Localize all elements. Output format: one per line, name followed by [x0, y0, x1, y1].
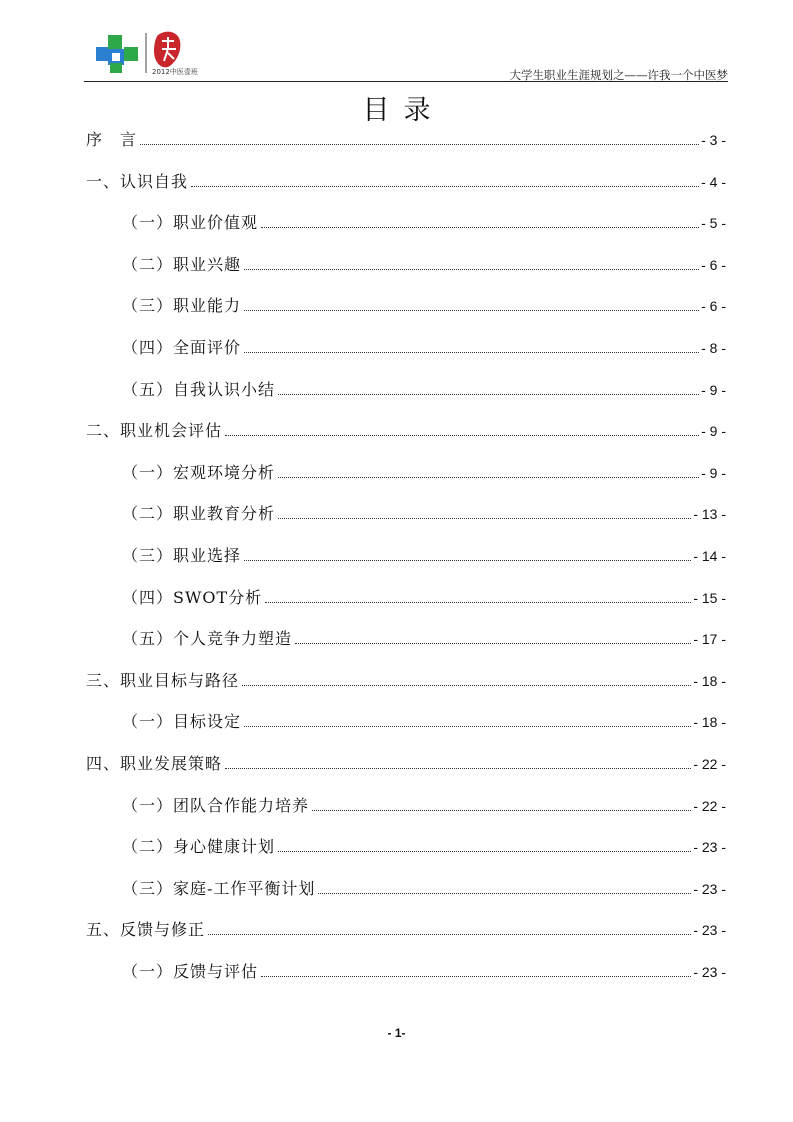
- toc-entry-label: 三、职业目标与路径: [86, 670, 240, 690]
- toc-entry-page: - 6 -: [701, 256, 726, 273]
- toc-entry-label: （三）职业选择: [122, 546, 242, 565]
- toc-entry[interactable]: [122, 792, 726, 816]
- toc-entry-page: - 9 -: [701, 464, 726, 481]
- toc-entry-label: （四）全面评价: [122, 338, 242, 357]
- toc-entry-label: （一）目标设定: [122, 712, 242, 732]
- toc-entry-page: - 6 -: [701, 298, 726, 315]
- toc-entry[interactable]: [122, 251, 726, 275]
- toc-entry-label: （一）团队合作能力培养: [122, 795, 310, 815]
- dot-leader: [244, 726, 691, 727]
- toc-entry[interactable]: [122, 334, 726, 358]
- dot-leader: [242, 685, 691, 686]
- dot-leader: [244, 352, 699, 353]
- dot-leader: [278, 477, 699, 478]
- toc-entry-label: 一、认识自我: [86, 171, 189, 191]
- dot-leader: [244, 310, 699, 311]
- toc-entry[interactable]: [122, 833, 726, 857]
- toc-entry-page: - 8 -: [701, 340, 726, 356]
- toc-entry-page: - 23 -: [693, 964, 726, 980]
- toc-entry-page: - 23 -: [693, 922, 726, 939]
- seal-emblem-icon: [154, 32, 180, 68]
- page-number: - 1-: [387, 1026, 406, 1040]
- toc-entry[interactable]: [86, 417, 726, 441]
- toc-entry-label: （五）个人竞争力塑造: [122, 629, 293, 649]
- dot-leader: [261, 227, 699, 228]
- toc-entry-label: （二）职业教育分析: [122, 504, 276, 524]
- running-title: 大学生职业生涯规划之——许我一个中医梦: [509, 68, 728, 82]
- toc-entry[interactable]: [86, 750, 726, 774]
- dot-leader: [140, 144, 699, 145]
- dot-leader: [318, 893, 691, 894]
- toc-entry-label: 序 言: [86, 130, 138, 149]
- dot-leader: [265, 602, 691, 603]
- toc-entry[interactable]: [122, 376, 726, 400]
- dot-leader: [278, 394, 699, 395]
- dot-leader: [295, 643, 691, 644]
- dot-leader: [312, 810, 691, 811]
- toc-entry-label: （三）职业能力: [122, 296, 242, 316]
- toc-entry-page: - 4 -: [701, 173, 726, 190]
- toc-entry-label: （三）家庭-工作平衡计划: [122, 878, 316, 898]
- cross-emblem-icon: [96, 35, 138, 73]
- dot-leader: [261, 976, 691, 977]
- page-header: [84, 22, 728, 82]
- toc-entry[interactable]: [86, 126, 726, 150]
- toc-entry[interactable]: [122, 209, 726, 233]
- toc-entry[interactable]: [86, 667, 726, 691]
- toc-entry-label: （一）职业价值观: [122, 213, 259, 233]
- toc-entry-page: - 3 -: [701, 132, 726, 148]
- header-rule: [84, 81, 728, 82]
- toc-entry[interactable]: [122, 500, 726, 524]
- toc-entry-label: （二）职业兴趣: [122, 254, 242, 274]
- toc-entry[interactable]: [122, 958, 726, 982]
- toc-entry[interactable]: [86, 916, 726, 940]
- toc-entry[interactable]: [86, 168, 726, 192]
- dot-leader: [191, 186, 699, 187]
- toc-entry-page: - 18 -: [693, 714, 726, 731]
- dot-leader: [278, 518, 691, 519]
- toc-entry[interactable]: [122, 584, 726, 608]
- toc-entry-label: 四、职业发展策略: [86, 754, 223, 773]
- toc-entry-label: （五）自我认识小结: [122, 379, 276, 399]
- toc-entry-label: （一）宏观环境分析: [122, 462, 276, 482]
- toc-entry-page: - 15 -: [693, 589, 726, 606]
- dot-leader: [244, 560, 691, 561]
- toc-entry[interactable]: [122, 459, 726, 483]
- toc-entry[interactable]: [122, 708, 726, 732]
- toc-entry-page: - 9 -: [701, 381, 726, 398]
- toc-entry[interactable]: [122, 875, 726, 899]
- toc-entry-page: - 13 -: [693, 506, 726, 523]
- toc-entry-label: （二）身心健康计划: [122, 837, 276, 857]
- toc-entry-page: - 17 -: [693, 631, 726, 648]
- toc-entry-label: （一）反馈与评估: [122, 962, 259, 981]
- toc-entry-page: - 22 -: [693, 797, 726, 814]
- toc-entry-label: 二、职业机会评估: [86, 421, 223, 441]
- toc-entry-page: - 22 -: [693, 756, 726, 772]
- toc-entry[interactable]: [122, 292, 726, 316]
- logo-caption: 2012中医壹班: [152, 68, 198, 76]
- dot-leader: [225, 435, 699, 436]
- toc-entry-label: （四）SWOT分析: [122, 587, 263, 607]
- toc-entry-page: - 18 -: [693, 672, 726, 689]
- dot-leader: [225, 768, 691, 769]
- toc-entry-page: - 14 -: [693, 548, 726, 564]
- toc-entry-page: - 23 -: [693, 880, 726, 897]
- toc-entry-label: 五、反馈与修正: [86, 920, 206, 940]
- dot-leader: [278, 851, 691, 852]
- dot-leader: [244, 269, 699, 270]
- toc-entry-page: - 23 -: [693, 839, 726, 856]
- toc-entry[interactable]: [122, 625, 726, 649]
- toc-entry-page: - 9 -: [701, 423, 726, 440]
- page-title: 目录: [362, 95, 445, 126]
- dot-leader: [208, 934, 691, 935]
- toc-entry-page: - 5 -: [701, 215, 726, 232]
- toc-entry[interactable]: [122, 542, 726, 566]
